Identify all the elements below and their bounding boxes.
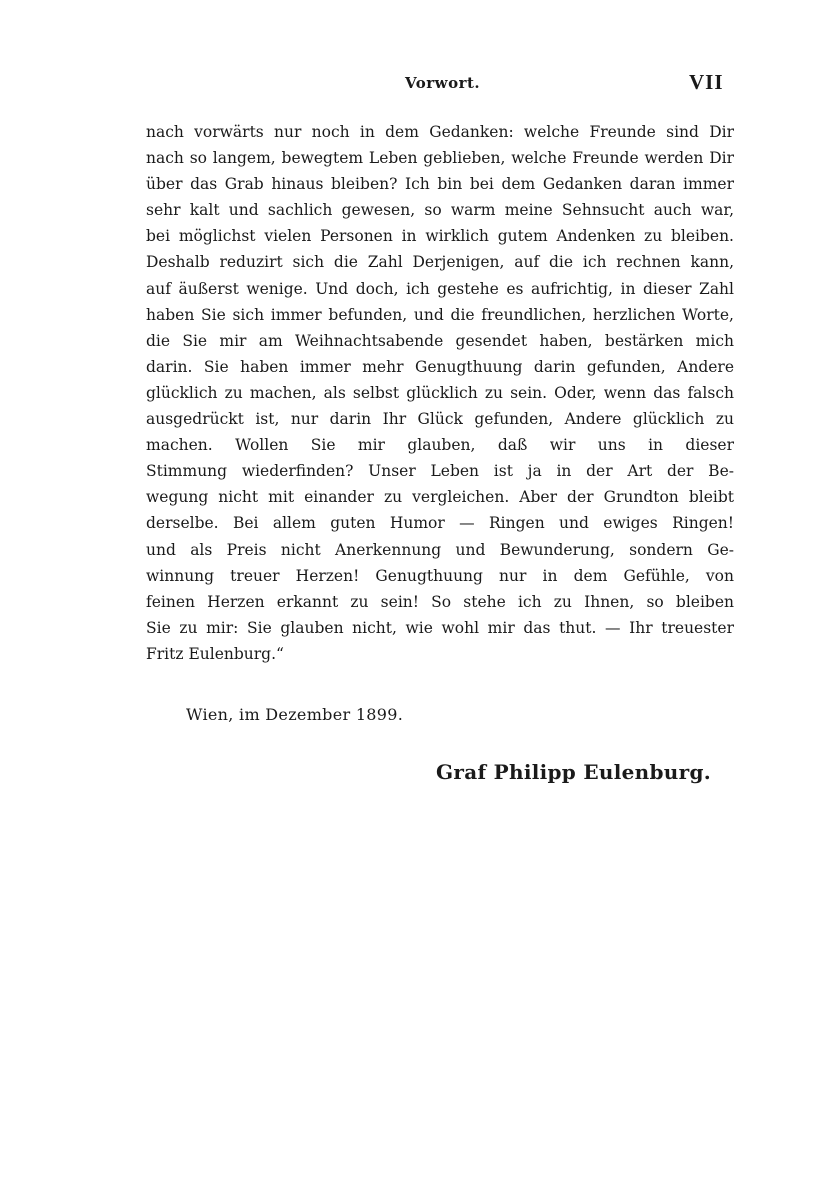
text-line: ausgedrückt ist, nur darin Ihr Glück gefunden, Andere glücklich zu [146, 410, 734, 429]
text-line: Fritz Eulenburg.“ [146, 644, 284, 663]
text-line: wegung nicht mit einander zu vergleichen. Aber der Grundton bleibt [146, 488, 734, 507]
text-line: die Sie mir am Weihnachtsabende gesendet haben, bestärken mich [146, 331, 734, 350]
text-line: glücklich zu machen, als selbst glücklich zu sein. Oder, wenn das falsch [146, 383, 734, 402]
text-line: Stimmung wiederfinden? Unser Leben ist ja in der Art der Be- [146, 462, 734, 481]
text-line: machen. Wollen Sie mir glauben, daß wir uns in dieser [146, 436, 734, 455]
text-line: winnung treuer Herzen! Genugthuung nur in dem Gefühle, von [146, 566, 734, 585]
text-line: über das Grab hinaus bleiben? Ich bin bei dem Gedanken daran immer [146, 175, 734, 194]
text-line: feinen Herzen erkannt zu sein! So stehe ich zu Ihnen, so bleiben [146, 592, 734, 611]
signature: Graf Philipp Eulenburg. [436, 760, 712, 784]
text-line: und als Preis nicht Anerkennung und Bewunderung, sondern Ge- [146, 540, 734, 559]
body-text [146, 119, 734, 667]
text-line: sehr kalt und sachlich gewesen, so warm meine Sehnsucht auch war, [146, 201, 734, 220]
text-line: Sie zu mir: Sie glauben nicht, wie wohl mir das thut. — Ihr treuester [146, 618, 734, 637]
text-line: derselbe. Bei allem guten Humor — Ringen und ewiges Ringen! [146, 514, 734, 533]
running-head: Vorwort. [405, 74, 481, 92]
text-line: Deshalb reduzirt sich die Zahl Derjenigen, auf die ich rechnen kann, [146, 253, 734, 272]
text-line: nach vorwärts nur noch in dem Gedanken: welche Freunde sind Dir [146, 123, 734, 141]
page-number: VII [689, 70, 724, 94]
text-line: nach so langem, bewegtem Leben geblieben, welche Freunde werden Dir [146, 149, 734, 168]
text-line: bei möglichst vielen Personen in wirklich gutem Andenken zu bleiben. [146, 227, 734, 246]
text-line: auf äußerst wenige. Und doch, ich gestehe es aufrichtig, in dieser Zahl [146, 279, 734, 298]
text-line: darin. Sie haben immer mehr Genugthuung darin gefunden, Andere [146, 357, 734, 376]
text-line: haben Sie sich immer befunden, und die freundlichen, herzlichen Worte, [146, 305, 734, 324]
dateline: Wien, im Dezember 1899. [186, 705, 404, 724]
